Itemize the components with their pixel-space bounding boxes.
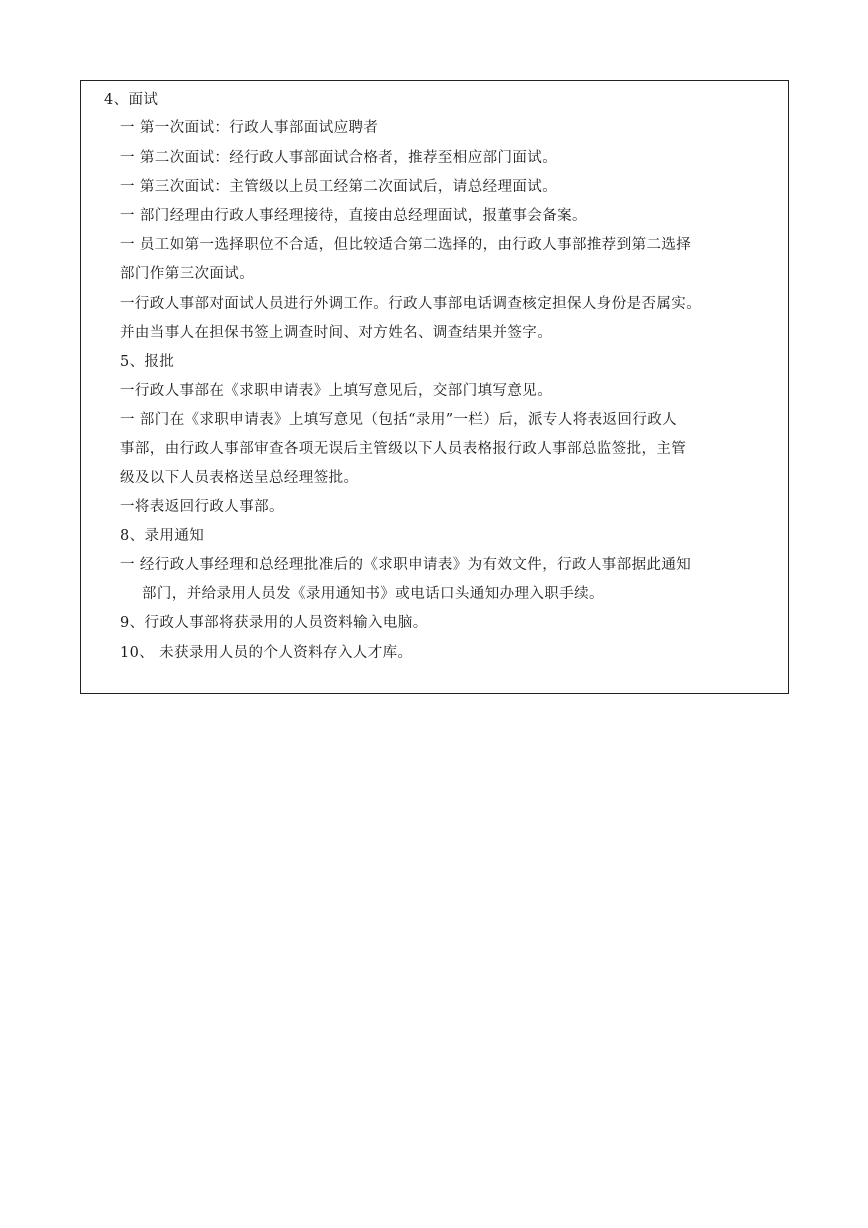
text-line: 一行政人事部对面试人员进行外调工作。行政人事部电话调查核定担保人身份是否属实。 bbox=[120, 296, 702, 312]
text-line: 部门，并给录用人员发《录用通知书》或电话口头通知办理入职手续。 bbox=[142, 586, 604, 602]
text-line: 一 部门经理由行政人事经理接待，直接由总经理面试，报董事会备案。 bbox=[120, 208, 587, 224]
section-heading-data-entry: 9、行政人事部将获录用的人员资料输入电脑。 bbox=[120, 615, 428, 631]
section-heading-offer-notice: 8、录用通知 bbox=[120, 528, 205, 544]
section-heading-talent-pool: 10、 未获录用人员的个人资料存入人才库。 bbox=[120, 645, 413, 661]
text-line: 级及以下人员表格送呈总经理签批。 bbox=[120, 470, 359, 486]
section-heading-interview: 4、面试 bbox=[104, 92, 159, 108]
text-line: 事部，由行政人事部审查各项无误后主管级以下人员表格报行政人事部总监签批，主管 bbox=[120, 441, 687, 457]
section-heading-approval: 5、报批 bbox=[120, 354, 175, 370]
text-line: 一将表返回行政人事部。 bbox=[120, 499, 284, 515]
text-line: 一 员工如第一选择职位不合适，但比较适合第二选择的，由行政人事部推荐到第二选择 bbox=[120, 237, 692, 253]
text-line: 一 部门在《求职申请表》上填写意见（包括“录用”一栏）后，派专人将表返回行政人 bbox=[120, 412, 678, 428]
text-line: 一 经行政人事经理和总经理批准后的《求职申请表》为有效文件，行政人事部据此通知 bbox=[120, 557, 692, 573]
text-line: 部门作第三次面试。 bbox=[120, 266, 255, 282]
text-line: 一行政人事部在《求职申请表》上填写意见后，交部门填写意见。 bbox=[120, 383, 553, 399]
text-line: 一 第一次面试：行政人事部面试应聘者 bbox=[120, 120, 379, 136]
text-line: 一 第三次面试：主管级以上员工经第二次面试后，请总经理面试。 bbox=[120, 179, 558, 195]
text-line: 一 第二次面试：经行政人事部面试合格者，推荐至相应部门面试。 bbox=[120, 150, 558, 166]
text-line: 并由当事人在担保书签上调查时间、对方姓名、调查结果并签字。 bbox=[120, 325, 553, 341]
